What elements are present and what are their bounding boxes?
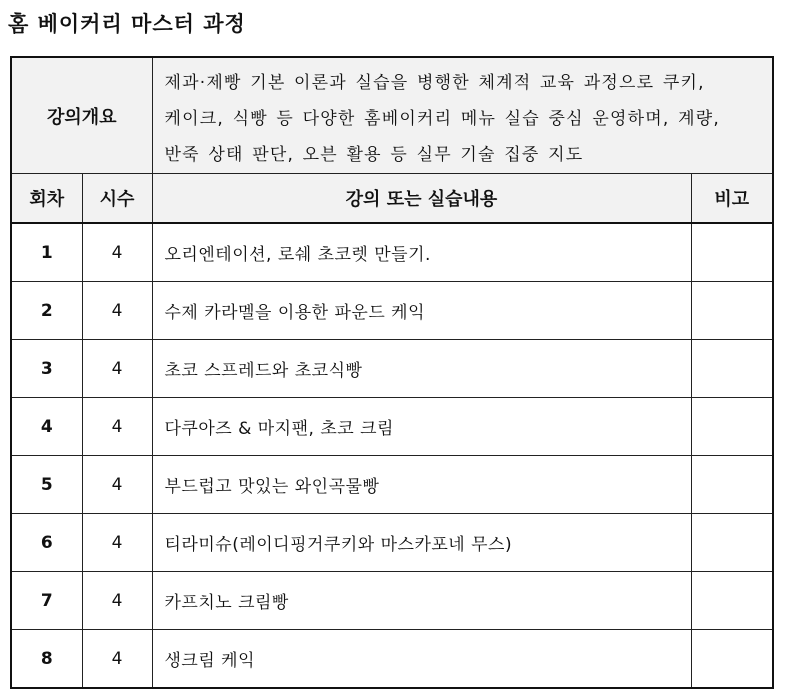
overview-line: 케이크, 식빵 등 다양한 홈베이커리 메뉴 실습 중심 운영하며, 계량,	[164, 109, 720, 129]
session-cell: 5	[11, 456, 82, 514]
overview-line: 제과·제빵 기본 이론과 실습을 병행한 체계적 교육 과정으로 쿠키,	[164, 73, 705, 93]
note-cell	[691, 282, 773, 340]
table-row	[11, 630, 773, 689]
table-row	[11, 223, 773, 282]
course-table	[10, 56, 774, 689]
content-cell: 초코 스프레드와 초코식빵	[152, 340, 691, 398]
header-note: 비고	[691, 174, 773, 224]
overview-label: 강의개요	[11, 57, 152, 174]
table-row	[11, 572, 773, 630]
header-row	[11, 174, 773, 224]
overview-line: 반죽 상태 판단, 오븐 활용 등 실무 기술 집중 지도	[164, 145, 584, 165]
note-cell	[691, 398, 773, 456]
hours-cell: 4	[82, 398, 152, 456]
session-cell: 6	[11, 514, 82, 572]
hours-cell: 4	[82, 630, 152, 689]
content-cell: 생크림 케익	[152, 630, 691, 689]
hours-cell: 4	[82, 456, 152, 514]
overview-text	[152, 57, 773, 174]
note-cell	[691, 456, 773, 514]
hours-cell: 4	[82, 223, 152, 282]
document-title: 홈 베이커리 마스터 과정	[8, 12, 246, 36]
content-cell: 티라미슈(레이디핑거쿠키와 마스카포네 무스)	[152, 514, 691, 572]
session-cell: 4	[11, 398, 82, 456]
content-cell: 부드럽고 맛있는 와인곡물빵	[152, 456, 691, 514]
hours-cell: 4	[82, 282, 152, 340]
table-row	[11, 398, 773, 456]
hours-cell: 4	[82, 340, 152, 398]
table-row	[11, 456, 773, 514]
table-row	[11, 340, 773, 398]
header-hours: 시수	[82, 174, 152, 224]
overview-row	[11, 57, 773, 174]
note-cell	[691, 223, 773, 282]
table-row	[11, 282, 773, 340]
table-row	[11, 514, 773, 572]
hours-cell: 4	[82, 572, 152, 630]
hours-cell: 4	[82, 514, 152, 572]
header-content: 강의 또는 실습내용	[152, 174, 691, 224]
content-cell: 다쿠아즈 & 마지팬, 초코 크림	[152, 398, 691, 456]
note-cell	[691, 572, 773, 630]
session-cell: 7	[11, 572, 82, 630]
content-cell: 오리엔테이션, 로쉐 초코렛 만들기.	[152, 223, 691, 282]
note-cell	[691, 630, 773, 689]
session-cell: 2	[11, 282, 82, 340]
note-cell	[691, 340, 773, 398]
note-cell	[691, 514, 773, 572]
content-cell: 카프치노 크림빵	[152, 572, 691, 630]
header-session: 회차	[11, 174, 82, 224]
session-cell: 3	[11, 340, 82, 398]
content-cell: 수제 카라멜을 이용한 파운드 케익	[152, 282, 691, 340]
session-cell: 1	[11, 223, 82, 282]
session-cell: 8	[11, 630, 82, 689]
